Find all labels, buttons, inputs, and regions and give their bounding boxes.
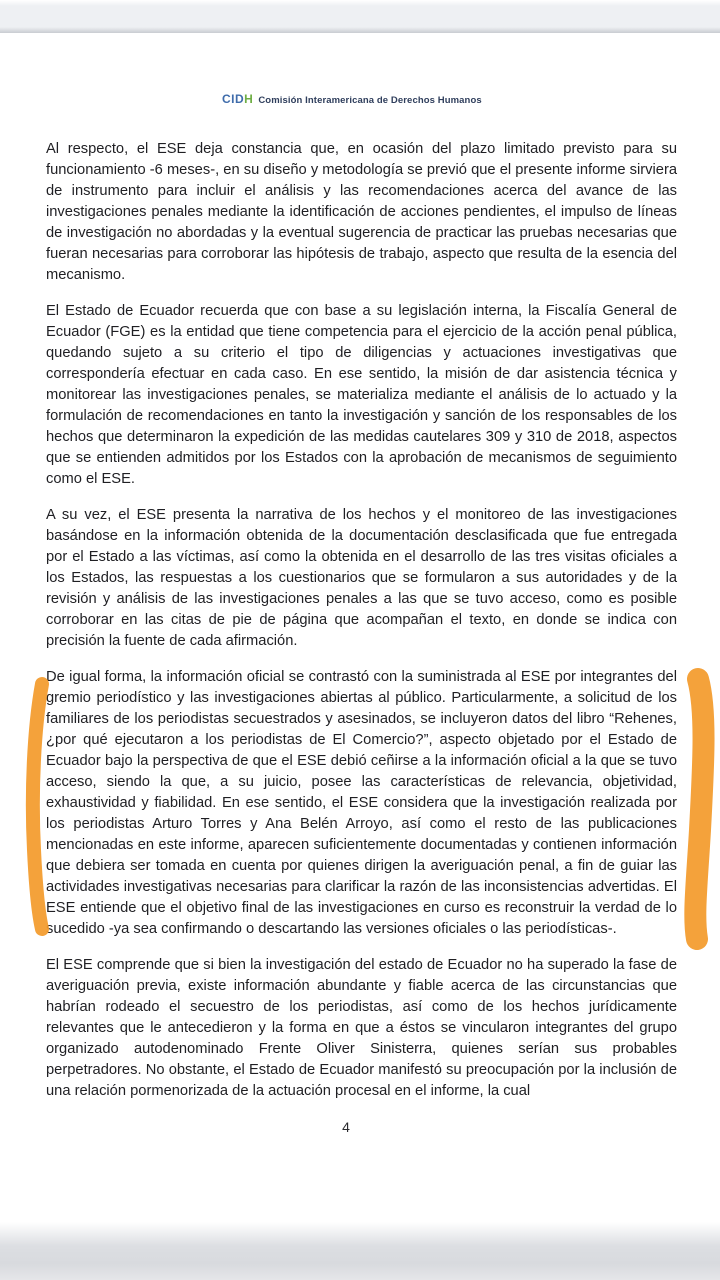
viewer-top-margin xyxy=(0,0,720,33)
highlight-stroke-left xyxy=(33,684,42,929)
highlight-stroke-right xyxy=(695,679,703,939)
org-name-label: Comisión Interamericana de Derechos Humanos xyxy=(258,95,482,106)
paragraph-2: El Estado de Ecuador recuerda que con base a su legislación interna, la Fiscalía General de Ecuador (FGE) es la entidad que tiene competencia para el ejercicio de la acción penal pública, quedando sujeto a su criterio el tipo de diligencias y actuaciones investigativas que correspondería efectuar en cada caso. En ese sentido, la misión de dar asistencia técnica y monitorear las investigaciones penales, se materializa mediante el análisis de lo actuado y la formulación de recomendaciones en tanto la investigación y sanción de los responsables de los hechos que determinaron la expedición de las medidas cautelares 309 y 310 de 2018, aspectos que se entienden admitidos por los Estados con la aprobación de mecanismos de seguimiento como el ESE. xyxy=(46,303,677,487)
paragraph-3: A su vez, el ESE presenta la narrativa de los hechos y el monitoreo de las investigaciones basándose en la información obtenida de la documentación desclasificada que fue entregada por el Estado a las víctimas, así como la obtenida en el desarrollo de las tres visitas oficiales a los Estados, las respuestas a los cuestionarios que se formularon a sus autoridades y de la revisión y análisis de las investigaciones penales a las que se tuvo acceso, como es posible corroborar en las citas de pie de página que acompañan el texto, en donde se indica con precisión la fuente de cada afirmación. xyxy=(46,507,677,649)
cidh-logo-cid: CID xyxy=(222,92,245,106)
cidh-logo-h: H xyxy=(244,92,254,106)
paragraph-4-highlighted: De igual forma, la información oficial se contrastó con la suministrada al ESE por integrantes del gremio periodístico y las investigaciones abiertas al público. Particularmente, a solicitud de los familiares de los periodistas secuestrados y asesinados, se incluyeron datos del libro “Rehenes, ¿por qué ejecutaron a los periodistas de El Comercio?”, aspecto objetado por el Estado de Ecuador bajo la perspectiva de que el ESE debió ceñirse a la información oficial a la que se tuvo acceso, siendo la que, a su juicio, posee las características de relevancia, objetividad, exhaustividad y fiabilidad. En ese sentido, el ESE considera que la investigación realizada por los periodistas Arturo Torres y Ana Belén Arroyo, así como el resto de las publicaciones mencionadas en este informe, aparecen suficientemente documentadas y contienen información que debiera ser tomada en cuenta por quienes dirigen la averiguación penal, a fin de guiar las actividades investigativas necesarias para clarificar la razón de las inconsistencias advertidas. El ESE entiende que el objetivo final de las investigaciones en curso es reconstruir la verdad de lo sucedido -ya sea confirmando o descartando las versiones oficiales o las periodísticas-. xyxy=(46,669,677,937)
cidh-logo xyxy=(222,92,482,106)
viewer-bottom-margin xyxy=(0,1222,720,1280)
paragraph-1: Al respecto, el ESE deja constancia que, en ocasión del plazo limitado previsto para su funcionamiento -6 meses-, en su diseño y metodología se previó que el presente informe sirviera de instrumento para incluir el análisis y las recomendaciones acerca del avance de las investigaciones penales mediante la identificación de acciones pendientes, el impulso de líneas de investigación no abordadas y la eventual sugerencia de practicar las pruebas necesarias que fueran necesarias para corroborar las hipótesis de trabajo, aspecto que resulta de la esencia del mecanismo. xyxy=(46,141,677,283)
document-body xyxy=(46,139,677,1117)
paragraph-5: El ESE comprende que si bien la investigación del estado de Ecuador no ha superado la fase de averiguación previa, existe información abundante y fiable acerca de las circunstancias que habrían rodeado el secuestro de los periodistas, así como de los hechos jurídicamente relevantes que le antecedieron y la forma en que a éstos se vincularon integrantes del grupo organizado autodenominado Frente Oliver Sinisterra, quienes serían sus probables perpetradores. No obstante, el Estado de Ecuador manifestó su preocupación por la inclusión de una relación pormenorizada de la actuación procesal en el informe, la cual xyxy=(46,957,677,1099)
page-number: 4 xyxy=(342,1119,350,1135)
cidh-logo-acronym xyxy=(222,92,253,106)
